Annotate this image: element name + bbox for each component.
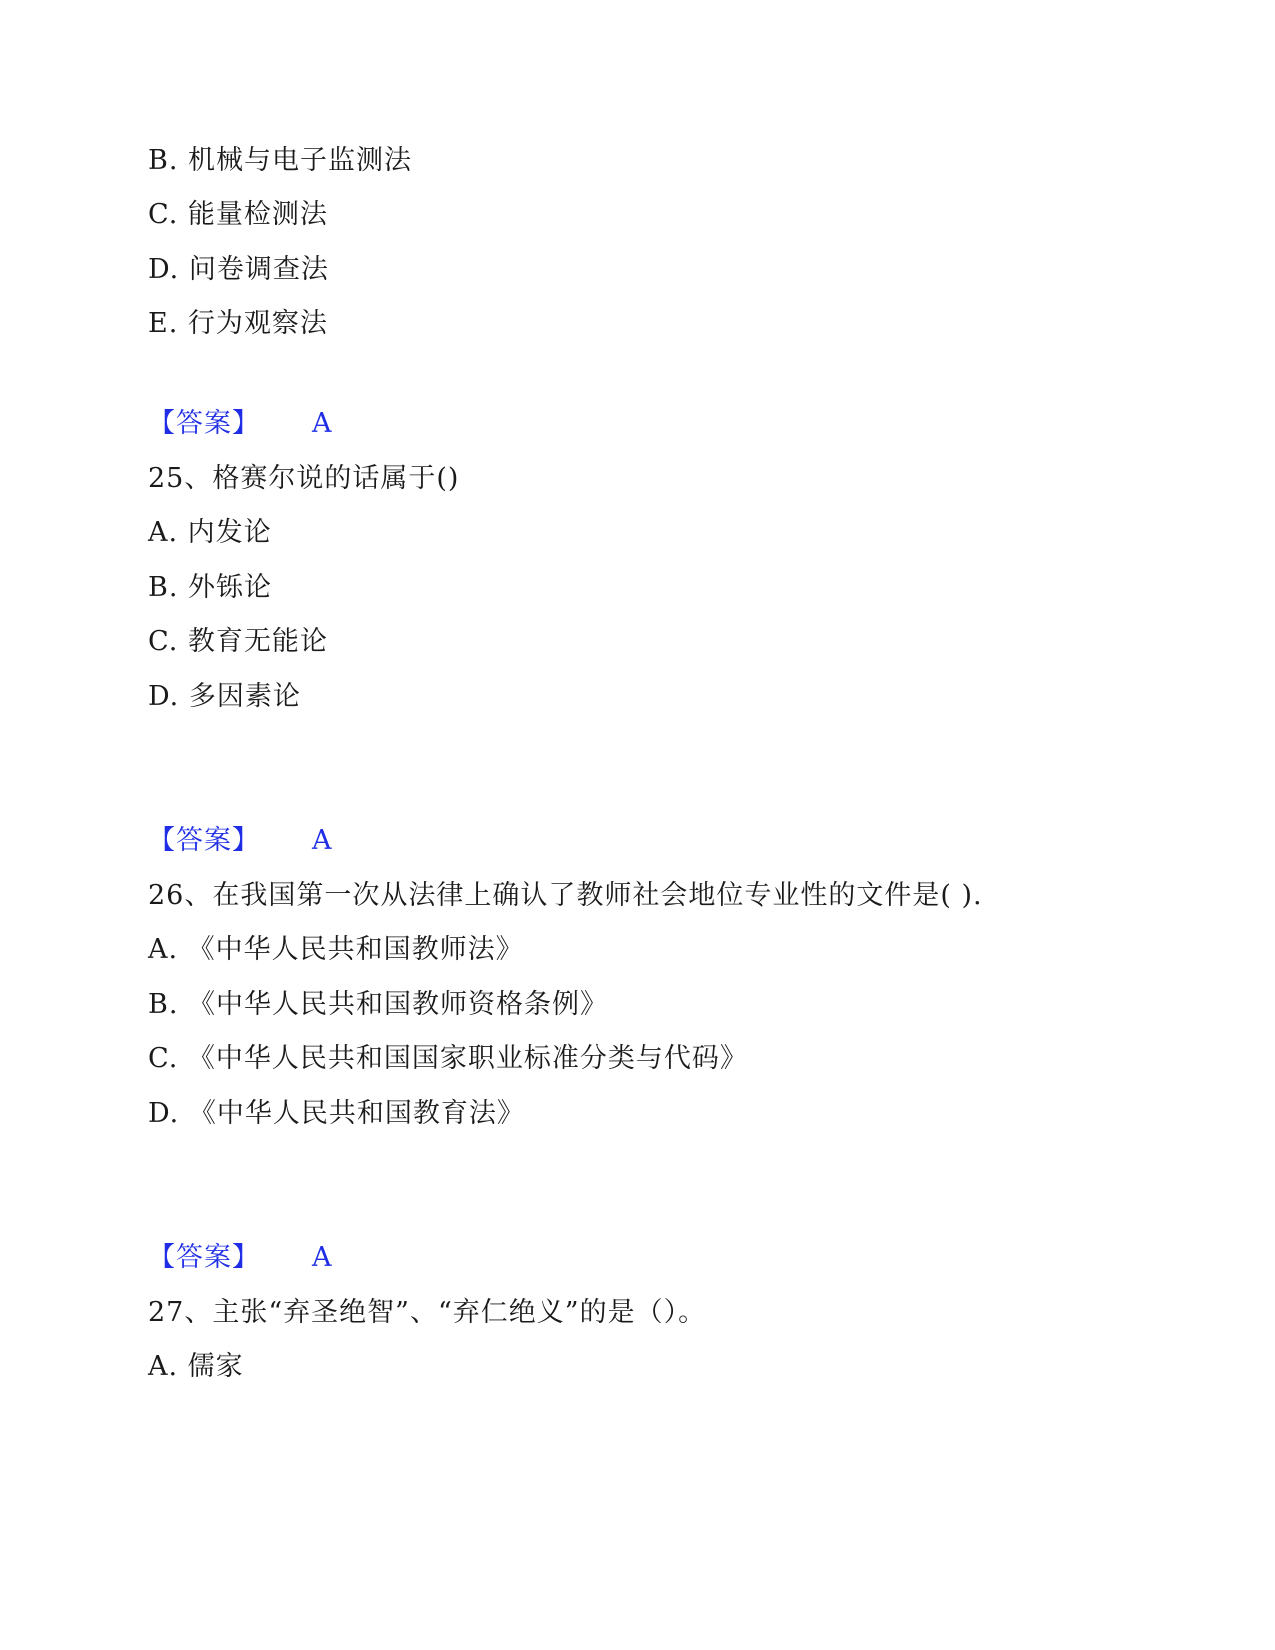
q25-stem: 25、格赛尔说的话属于()	[148, 463, 460, 494]
q25-answer	[148, 824, 333, 858]
q26-option-d: D. 《中华人民共和国教育法》	[148, 1098, 525, 1129]
answer-value: A	[312, 408, 333, 439]
q27-stem: 27、主张“弃圣绝智”、“弃仁绝义”的是（）。	[148, 1297, 707, 1328]
q26-option-b: B. 《中华人民共和国教师资格条例》	[148, 989, 609, 1020]
answer-label: 【答案】	[148, 825, 260, 856]
q25-option-b: B. 外铄论	[148, 572, 273, 603]
q24-option-b: B. 机械与电子监测法	[148, 145, 413, 176]
q27-option-a: A. 儒家	[148, 1351, 244, 1382]
q26-stem: 26、在我国第一次从法律上确认了教师社会地位专业性的文件是( ).	[148, 880, 983, 911]
answer-label: 【答案】	[148, 408, 260, 439]
q25-option-c: C. 教育无能论	[148, 626, 328, 657]
q26-option-a: A. 《中华人民共和国教师法》	[148, 934, 524, 965]
q25-option-a: A. 内发论	[148, 517, 272, 548]
q26-answer	[148, 1241, 333, 1275]
answer-value: A	[312, 825, 333, 856]
q26-option-c: C. 《中华人民共和国国家职业标准分类与代码》	[148, 1043, 748, 1074]
answer-value: A	[312, 1242, 333, 1273]
q24-option-c: C. 能量检测法	[148, 199, 328, 230]
q25-option-d: D. 多因素论	[148, 681, 301, 712]
q24-option-e: E. 行为观察法	[148, 308, 328, 339]
q24-option-d: D. 问卷调查法	[148, 254, 329, 285]
q24-answer	[148, 407, 333, 441]
answer-label: 【答案】	[148, 1242, 260, 1273]
